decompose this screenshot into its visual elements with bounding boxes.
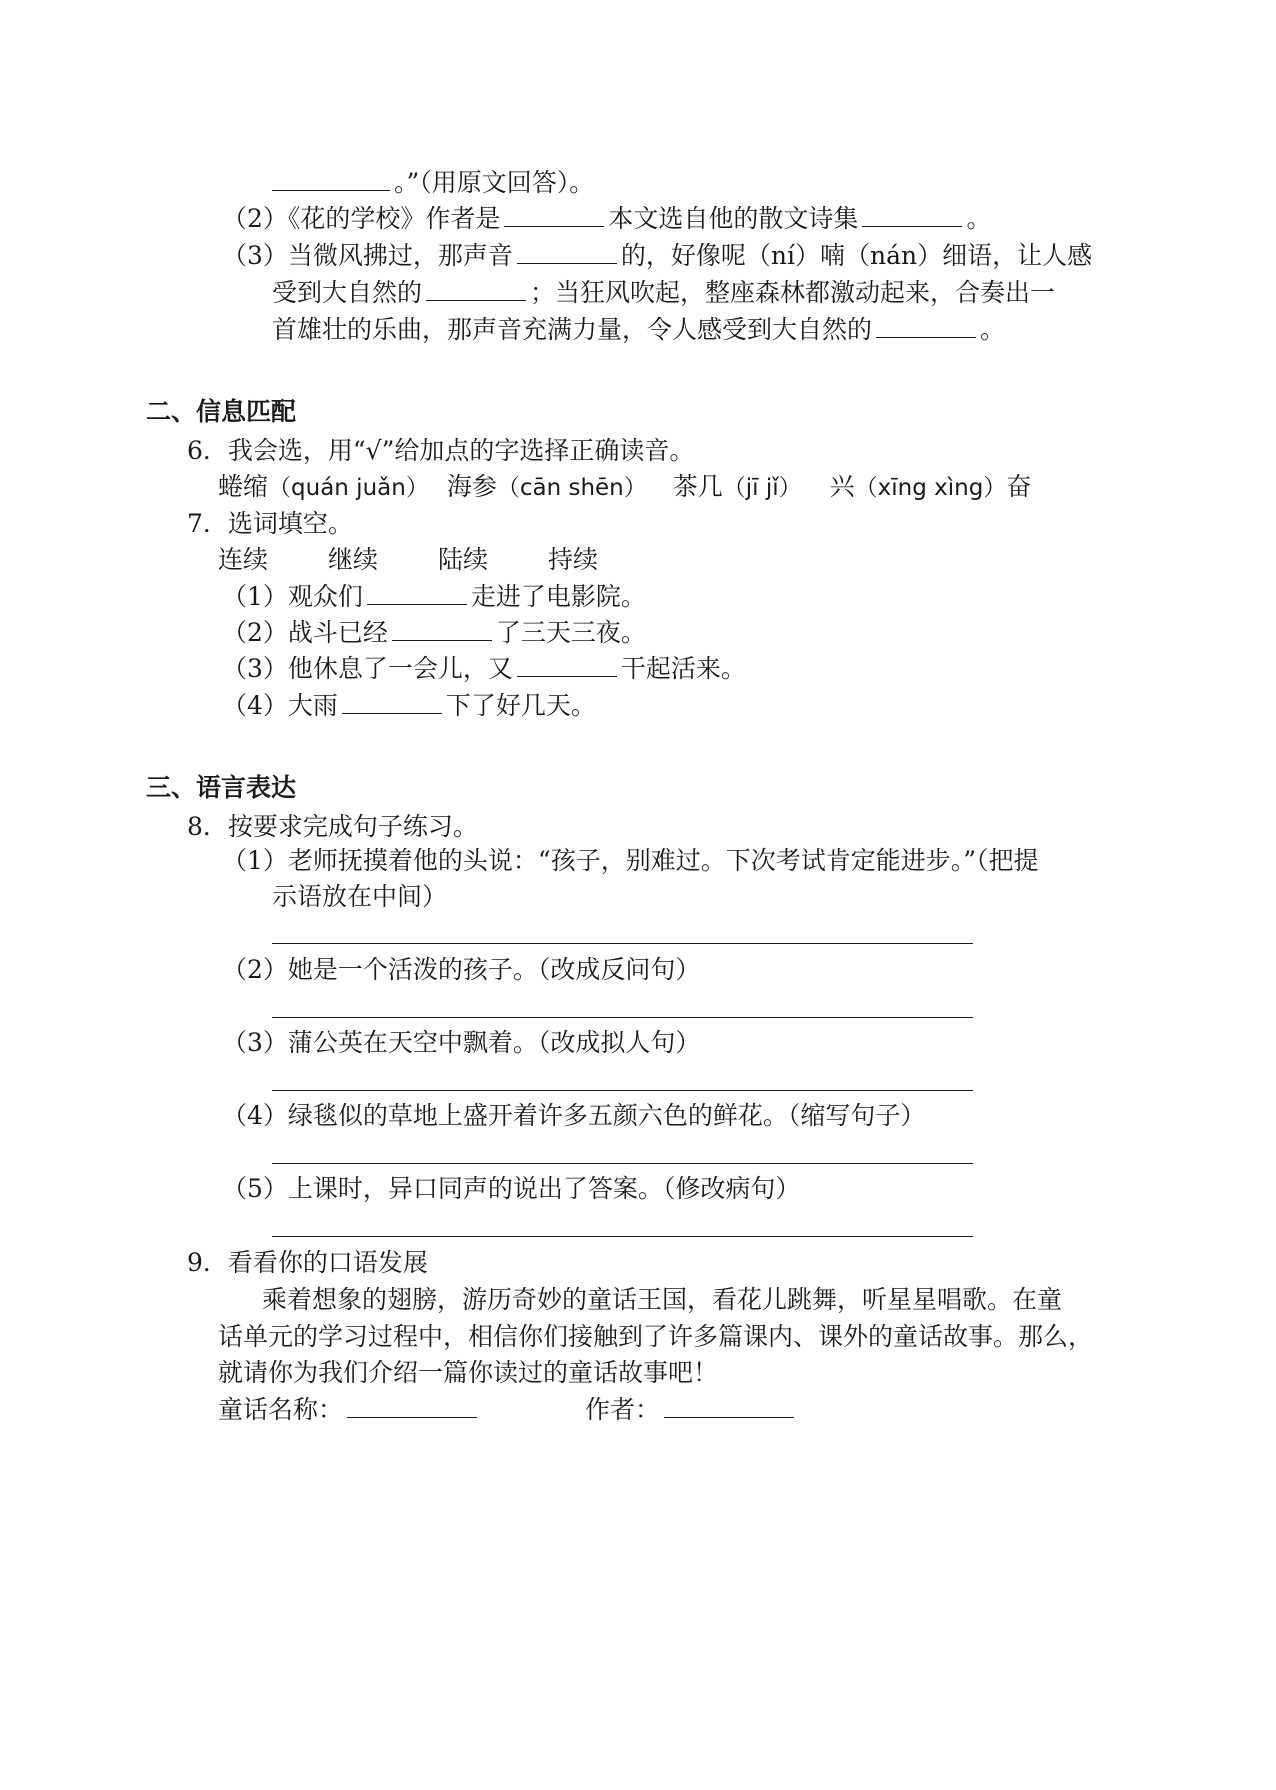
story-name-input[interactable] — [347, 1395, 477, 1418]
word-option: 持续 — [548, 545, 599, 574]
q6-stem: 6．我会选，用“√”给加点的字选择正确读音。 — [187, 436, 695, 465]
story-name-label: 童话名称： — [218, 1395, 344, 1424]
answer-blank[interactable] — [517, 241, 617, 264]
answer-blank[interactable] — [272, 168, 390, 191]
word-option: 继续 — [328, 545, 379, 574]
q7-item: （1）观众们 走进了电影院。 — [222, 582, 646, 611]
q6-option[interactable]: 海参（cān shēn） — [446, 472, 647, 501]
section-title-2: 二、信息匹配 — [146, 397, 297, 426]
q6-option[interactable]: 蜷缩（quán juǎn） — [218, 472, 429, 501]
q7-stem: 7．选词填空。 — [187, 509, 353, 538]
word-option: 陆续 — [438, 545, 489, 574]
q8-item-1-line-1: （1）老师抚摸着他的头说：“孩子，别难过。下次考试肯定能进步。”（把提 — [222, 846, 1039, 875]
q6-option[interactable]: 兴（xīng xìng）奋 — [829, 472, 1032, 501]
author-field — [585, 1393, 798, 1427]
author-label: 作者： — [585, 1395, 661, 1424]
answer-line[interactable] — [272, 1090, 973, 1091]
q9-paragraph-line-1: 乘着想象的翅膀，游历奇妙的童话王国，看花儿跳舞，听星星唱歌。在童 — [262, 1285, 1063, 1314]
q8-item-4: （4）绿毯似的草地上盛开着许多五颜六色的鲜花。（缩写句子） — [222, 1101, 926, 1130]
answer-blank[interactable] — [392, 618, 492, 641]
answer-blank[interactable] — [862, 204, 962, 227]
author-input[interactable] — [664, 1395, 794, 1418]
q7-item: （3）他休息了一会儿，又 干起活来。 — [222, 654, 746, 683]
q7-word-bank — [218, 543, 658, 577]
q7-item: （2）战斗已经 了三天三夜。 — [222, 618, 646, 647]
q9-paragraph-line-3: 就请你为我们介绍一篇你读过的童话故事吧！ — [218, 1358, 719, 1387]
q5-line-1: 。”（用原文回答）。 — [272, 166, 594, 200]
q9-paragraph-line-2: 话单元的学习过程中，相信你们接触到了许多篇课内、课外的童话故事。那么， — [218, 1322, 1094, 1351]
answer-blank[interactable] — [367, 582, 467, 605]
q5-part-2: （2）《花的学校》作者是 本文选自他的散文诗集 。 — [222, 204, 992, 233]
q5-part-3-line-3: 首雄壮的乐曲，那声音充满力量，令人感受到大自然的 。 — [272, 315, 1006, 344]
section-title-3: 三、语言表达 — [146, 773, 297, 802]
q8-item-1-line-2: 示语放在中间） — [272, 882, 448, 911]
word-option: 连续 — [218, 545, 269, 574]
q9-stem: 9．看看你的口语发展 — [187, 1248, 428, 1277]
answer-blank[interactable] — [517, 654, 617, 677]
q8-item-2: （2）她是一个活泼的孩子。（改成反问句） — [222, 955, 701, 984]
q5-part-3-line-1: （3）当微风拂过，那声音 的，好像呢（ní）喃（nán）细语，让人感 — [222, 241, 1093, 270]
q6-options — [218, 470, 1031, 505]
story-name-field — [218, 1393, 481, 1427]
answer-line[interactable] — [272, 943, 973, 944]
answer-blank[interactable] — [504, 204, 604, 227]
q7-item: （4）大雨 下了好几天。 — [222, 691, 596, 720]
q8-item-5: （5）上课时，异口同声的说出了答案。（修改病句） — [222, 1174, 801, 1203]
answer-line[interactable] — [272, 1236, 973, 1237]
answer-line[interactable] — [272, 1163, 973, 1164]
q8-stem: 8．按要求完成句子练习。 — [187, 812, 478, 841]
q8-item-3: （3）蒲公英在天空中飘着。（改成拟人句） — [222, 1028, 701, 1057]
q5-part-3-line-2: 受到大自然的 ；当狂风吹起，整座森林都激动起来，合奏出一 — [272, 278, 1056, 307]
answer-blank[interactable] — [426, 278, 526, 301]
answer-blank[interactable] — [342, 691, 442, 714]
answer-line[interactable] — [272, 1017, 973, 1018]
answer-blank[interactable] — [876, 315, 976, 338]
q6-option[interactable]: 茶几（jī jǐ） — [672, 472, 802, 501]
